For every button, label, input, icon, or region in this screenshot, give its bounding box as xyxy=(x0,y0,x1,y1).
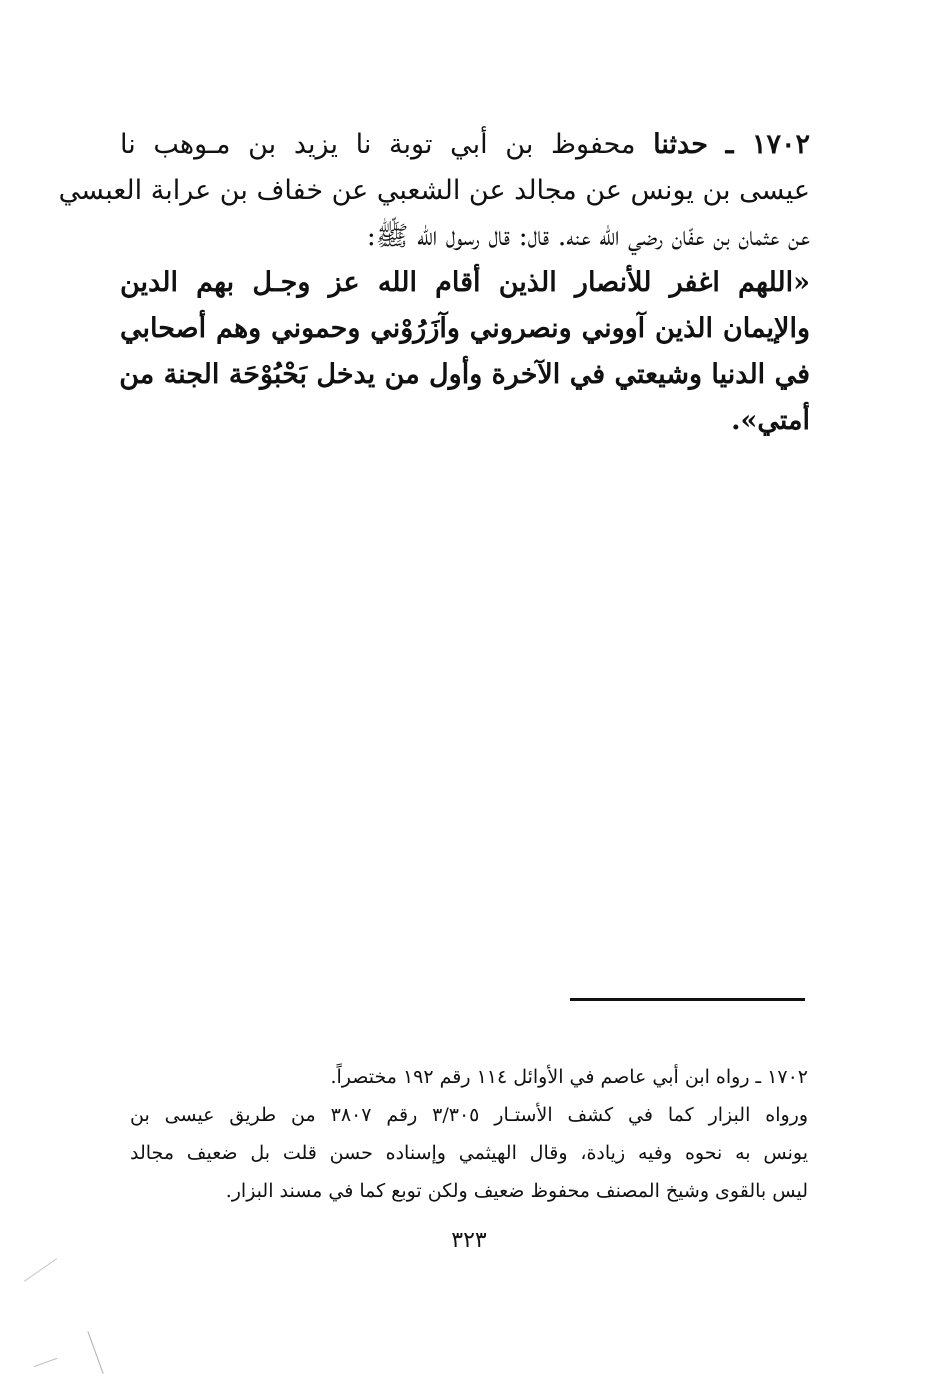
hadith-line-2: عيسى بن يونس عن مجالد عن الشعبي عن خفاف بن عرابة العبسي xyxy=(58,175,810,206)
footnote-line-2: ورواه البزار كما في كشف الأستـار ٣/٣٠٥ رقم ٣٨٠٧ من طريق عيسى بن xyxy=(130,1104,809,1126)
isnad-text: محفوظ بن أبي توبة نا يزيد بن مـوهب نا xyxy=(120,129,636,160)
hadith-line-1 xyxy=(120,122,810,168)
matn-line-1: «اللهم اغفر للأنصار الذين أقام الله عز وجـل بهم الدين xyxy=(120,267,810,298)
hadith-line-3: عن عثمان بن عفّان رضي الله عنه. قال: قال رسول الله ﷺ: xyxy=(366,221,810,252)
hadith-lead-word: حدثنا xyxy=(653,129,708,160)
matn-line-2: والإيمان الذين آووني ونصروني وآزَرُوْني وحموني وهم أصحابي xyxy=(120,313,810,344)
scan-artifact xyxy=(34,1358,58,1367)
matn-line-4: أمتي». xyxy=(731,405,810,436)
matn-line-3: في الدنيا وشيعتي في الآخرة وأول من يدخل بَحْبُوْحَة الجنة من xyxy=(119,359,810,390)
scan-artifact xyxy=(87,1331,103,1374)
page-number: ٣٢٣ xyxy=(451,1228,487,1253)
hadith-block xyxy=(58,122,811,444)
footnote-line-1: ١٧٠٢ ـ رواه ابن أبي عاصم في الأوائل ١١٤ رقم ١٩٢ مختصراً. xyxy=(330,1066,808,1088)
footnote-line-3: يونس به نحوه وفيه زيادة، وقال الهيثمي وإسناده حسن قلت بل ضعيف مجالد xyxy=(130,1142,808,1164)
footnote-block xyxy=(130,1058,808,1210)
hadith-number: ١٧٠٢ ـ xyxy=(725,129,811,160)
footnote-line-4: ليس بالقوى وشيخ المصنف محفوظ ضعيف ولكن توبع كما في مسند البزار. xyxy=(225,1180,808,1202)
scan-artifact xyxy=(24,1258,57,1282)
footnote-separator xyxy=(570,998,805,1001)
